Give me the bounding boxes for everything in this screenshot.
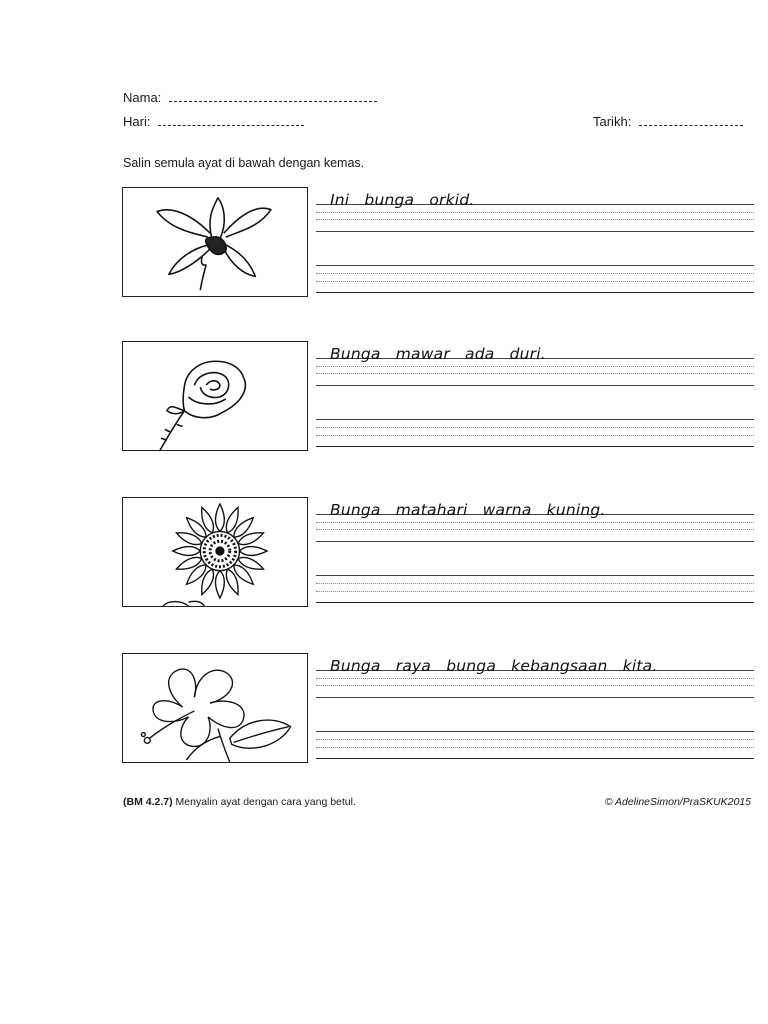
sentence-text: Bunga mawar ada duri. (330, 345, 546, 363)
date-blank[interactable] (639, 115, 743, 126)
exercise-row-4 (122, 653, 756, 765)
sentence-text: Bunga raya bunga kebangsaan kita. (330, 657, 658, 675)
name-field[interactable] (123, 90, 377, 105)
footer-copyright: © AdelineSimon/PraSKUK2015 (604, 796, 751, 808)
day-blank[interactable] (158, 115, 304, 126)
hibiscus-icon (123, 654, 307, 762)
writing-lines[interactable] (316, 187, 754, 299)
exercise-row-1 (122, 187, 756, 299)
name-label: Nama: (123, 90, 162, 105)
picture-frame (122, 341, 308, 451)
exercise-row-2 (122, 341, 756, 453)
exercise-row-3 (122, 497, 756, 609)
writing-lines[interactable] (316, 653, 754, 765)
picture-frame (122, 187, 308, 297)
orchid-icon (123, 188, 307, 296)
sentence-text: Ini bunga orkid. (330, 191, 475, 209)
picture-frame (122, 497, 308, 607)
footer-objective-text: Menyalin ayat dengan cara yang betul. (175, 796, 356, 808)
day-field[interactable] (123, 114, 304, 129)
name-blank[interactable] (169, 91, 377, 102)
picture-frame (122, 653, 308, 763)
sunflower-icon (123, 498, 307, 606)
date-field[interactable] (593, 114, 743, 129)
day-label: Hari: (123, 114, 151, 129)
footer-objective (123, 796, 356, 808)
writing-lines[interactable] (316, 497, 754, 609)
instruction-text: Salin semula ayat di bawah dengan kemas. (123, 156, 365, 170)
date-label: Tarikh: (593, 114, 632, 129)
sentence-text: Bunga matahari warna kuning. (330, 501, 606, 519)
writing-lines[interactable] (316, 341, 754, 453)
rose-icon (123, 342, 307, 450)
footer-code: (BM 4.2.7) (123, 796, 173, 808)
